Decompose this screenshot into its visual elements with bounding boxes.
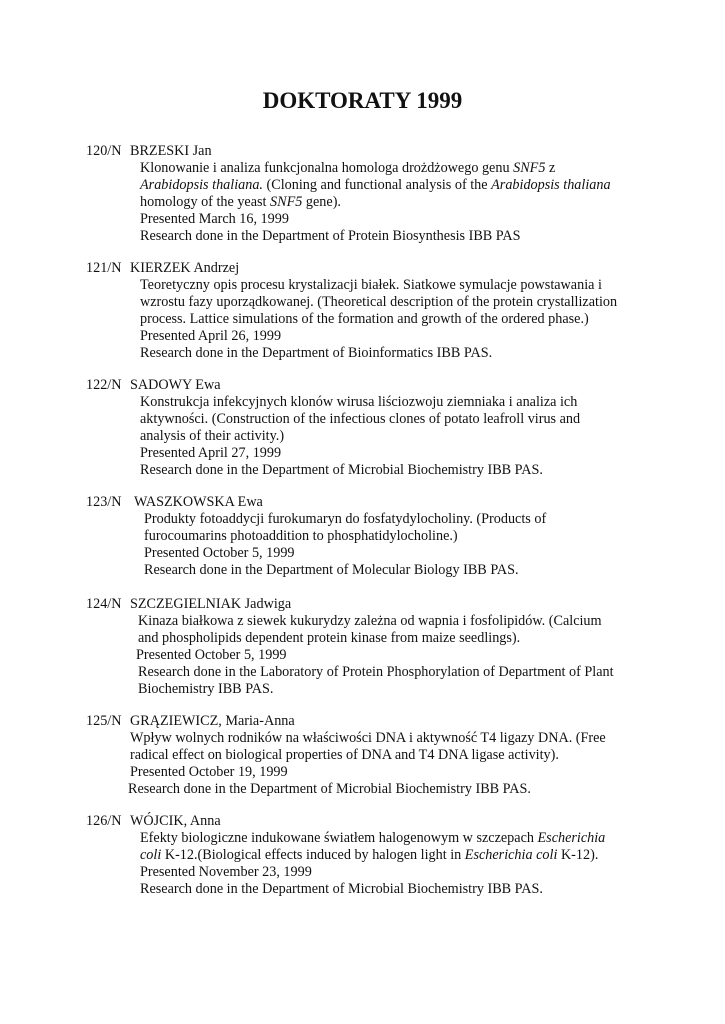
entry-header [86,143,646,160]
entry-title-line: Wpływ wolnych rodników na właściwości DNA i aktywność T4 ligazy DNA. (Free [130,730,606,746]
italic-run: SNF5 [270,194,303,210]
entry-research: Research done in the Laboratory of Protein Phosphorylation of Department of Plant [138,664,614,680]
entry-title-line [140,847,646,864]
entry-header [86,713,646,730]
thesis-entry [86,494,646,579]
entry-number: 126/N [86,813,122,829]
entry-research: Research done in the Department of Protein Biosynthesis IBB PAS [140,228,521,244]
italic-run: coli [140,847,162,863]
entry-number: 120/N [86,143,122,159]
thesis-entry [86,596,646,698]
entry-number: 124/N [86,596,122,612]
entry-author: WASZKOWSKA Ewa [134,494,263,510]
entry-research: Research done in the Department of Microbial Biochemistry IBB PAS. [140,881,543,897]
entry-title-line: Produkty fotoaddycji furokumaryn do fosfatydylocholiny. (Products of [144,511,547,527]
entry-presented: Presented October 5, 1999 [136,647,287,663]
entry-presented: Presented March 16, 1999 [140,211,289,227]
italic-run: Arabidopsis thaliana. [140,177,263,193]
entry-author: KIERZEK Andrzej [130,260,240,276]
entry-author: SADOWY Ewa [130,377,221,393]
entry-title-line: Konstrukcja infekcyjnych klonów wirusa liściozwoju ziemniaka i analiza ich [140,394,578,410]
entry-title-line [140,160,646,177]
entry-research: Research done in the Department of Bioinformatics IBB PAS. [140,345,493,361]
entry-title-line: furocoumarins photoaddition to phosphatidylocholine.) [144,528,458,544]
page-title: DOKTORATY 1999 [262,88,463,113]
entry-author: BRZESKI Jan [130,143,212,159]
entry-author: GRĄZIEWICZ, Maria-Anna [130,713,295,729]
entry-presented: Presented November 23, 1999 [140,864,312,880]
entry-research: Research done in the Department of Microbial Biochemistry IBB PAS. [140,462,543,478]
entry-body [140,160,646,245]
entry-research: Research done in the Department of Molecular Biology IBB PAS. [144,562,519,578]
entry-number: 122/N [86,377,122,393]
entry-presented: Presented October 5, 1999 [144,545,295,561]
entry-header [86,494,646,511]
entry-title-line: process. Lattice simulations of the formation and growth of the ordered phase.) [140,311,589,327]
entry-number: 125/N [86,713,122,729]
entry-number: 121/N [86,260,122,276]
entry-number: 123/N [86,494,122,510]
entry-title-line: Teoretyczny opis procesu krystalizacji białek. Siatkowe symulacje powstawania i [140,277,602,293]
entry-title-line: aktywności. (Construction of the infectious clones of potato leafroll virus and [140,411,581,427]
text-run: gene). [302,194,341,210]
entry-body [140,830,646,898]
entry-title-line: radical effect on biological properties of DNA and T4 DNA ligase activity). [130,747,559,763]
text-run: K-12). [557,847,599,863]
text-run: (Cloning and functional analysis of the [262,177,492,193]
entry-header [86,596,646,613]
entry-header [86,377,646,394]
entry-title-line: and phospholipids dependent protein kinase from maize seedlings). [138,630,521,646]
italic-run: SNF5 [513,160,546,176]
entry-title-line: Kinaza białkowa z siewek kukurydzy zależna od wapnia i fosfolipidów. (Calcium [138,613,602,629]
italic-run: Escherichia [537,830,606,846]
entry-title-line: analysis of their activity.) [140,428,285,444]
italic-run: Arabidopsis thaliana [491,177,611,193]
entry-title-line: wzrostu fazy uporządkowanej. (Theoretical description of the protein crystallization [140,294,618,310]
thesis-entry [86,813,646,898]
entry-title-line [140,830,646,847]
thesis-entry [86,143,646,245]
thesis-entry [86,260,646,362]
entry-body [144,511,646,579]
entry-body [140,277,646,362]
entry-body [140,394,646,479]
entry-header [86,813,646,830]
entry-body [138,613,646,698]
text-run: Efekty biologiczne indukowane światłem halogenowym w szczepach [140,830,538,846]
entry-header [86,260,646,277]
entry-research: Biochemistry IBB PAS. [138,681,274,697]
entry-research: Research done in the Department of Microbial Biochemistry IBB PAS. [128,781,531,797]
text-run: K-12.(Biological effects induced by halogen light in [161,847,465,863]
text-run: Klonowanie i analiza funkcjonalna homologa drożdżowego genu [140,160,514,176]
italic-run: Escherichia coli [464,847,558,863]
entry-presented: Presented April 26, 1999 [140,328,282,344]
entry-author: WÓJCIK, Anna [130,813,221,829]
text-run: homology of the yeast [140,194,271,210]
text-run: z [545,160,556,176]
entry-presented: Presented April 27, 1999 [140,445,282,461]
thesis-entry [86,713,646,798]
entry-body [130,730,646,798]
entry-presented: Presented October 19, 1999 [130,764,288,780]
entry-title-line [140,177,646,194]
thesis-entry [86,377,646,479]
entry-title-line [140,194,646,211]
entry-author: SZCZEGIELNIAK Jadwiga [130,596,292,612]
